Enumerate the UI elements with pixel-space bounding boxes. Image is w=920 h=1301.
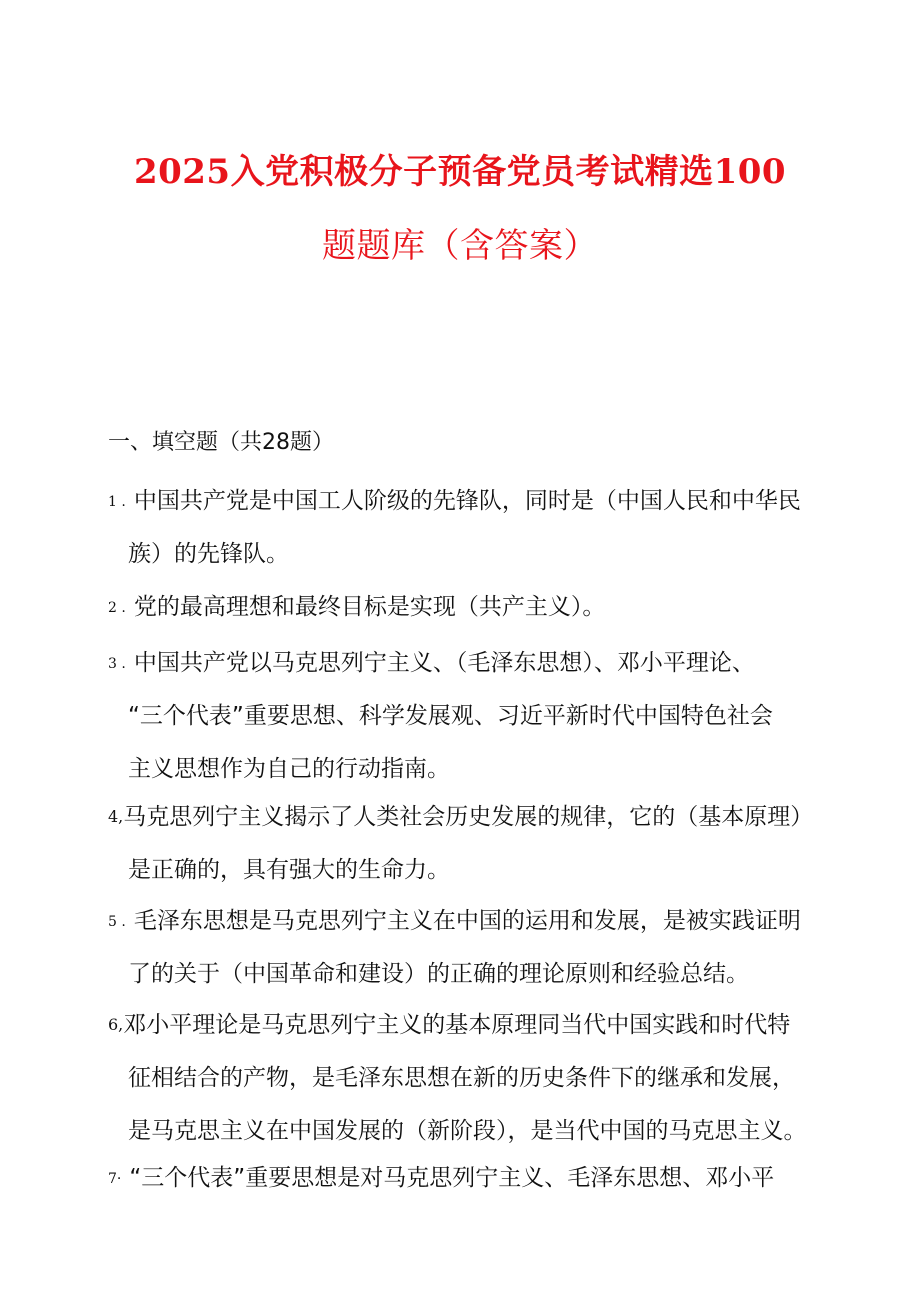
section-heading: 一、填空题（共28题）	[108, 430, 334, 455]
question-text: 中国共产党以马克思列宁主义、（毛泽东思想）、邓小平理论、	[133, 650, 755, 676]
question-line	[108, 906, 808, 936]
question-number: 7·	[108, 1171, 122, 1187]
question-line: 了的关于（中国革命和建设）的正确的理论原则和经验总结。	[128, 961, 749, 987]
question-text: 马克思列宁主义揭示了人类社会历史发展的规律，它的（基本原理）	[123, 804, 814, 830]
question-item-5	[108, 906, 808, 1012]
question-text: “三个代表”重要思想是对马克思列宁主义、毛泽东思想、邓小平	[129, 1165, 775, 1191]
question-line: 是马克思主义在中国发展的（新阶段），是当代中国的马克思主义。	[128, 1118, 807, 1144]
question-number: 5 .	[108, 914, 126, 930]
question-line	[108, 648, 808, 678]
question-item-7	[108, 1163, 808, 1216]
question-line	[108, 486, 808, 516]
question-line: 征相结合的产物，是毛泽东思想在新的历史条件下的继承和发展，	[128, 1065, 795, 1091]
question-item-4	[108, 802, 814, 908]
question-item-1	[108, 486, 808, 592]
question-number: 6,	[108, 1015, 124, 1034]
question-line: 族）的先锋队。	[128, 541, 289, 567]
question-item-6	[108, 1010, 808, 1169]
document-title-line-1: 2025入党积极分子预备党员考试精选100	[133, 152, 787, 192]
document-title-line-2: 题题库（含答案）	[322, 226, 598, 266]
question-line	[108, 592, 808, 622]
question-text: 毛泽东思想是马克思列宁主义在中国的运用和发展，是被实践证明	[133, 908, 801, 934]
question-line: 主义思想作为自己的行动指南。	[128, 756, 450, 782]
question-text: 中国共产党是中国工人阶级的先锋队，同时是（中国人民和中华民	[133, 488, 801, 514]
question-line	[108, 1010, 808, 1040]
question-item-3	[108, 648, 808, 807]
question-number: 3 .	[108, 656, 126, 672]
question-text: 邓小平理论是马克思列宁主义的基本原理同当代中国实践和时代特	[123, 1012, 791, 1038]
question-text: 党的最高理想和最终目标是实现（共产主义）。	[133, 594, 606, 620]
question-number: 4,	[108, 807, 124, 826]
question-line	[108, 1163, 808, 1193]
question-line	[108, 802, 814, 832]
question-number: 1 .	[108, 494, 126, 510]
question-item-2	[108, 592, 808, 645]
question-line: “三个代表”重要思想、科学发展观、习近平新时代中国特色社会	[128, 703, 773, 729]
question-line: 是正确的，具有强大的生命力。	[128, 857, 450, 883]
question-number: 2 .	[108, 600, 126, 616]
